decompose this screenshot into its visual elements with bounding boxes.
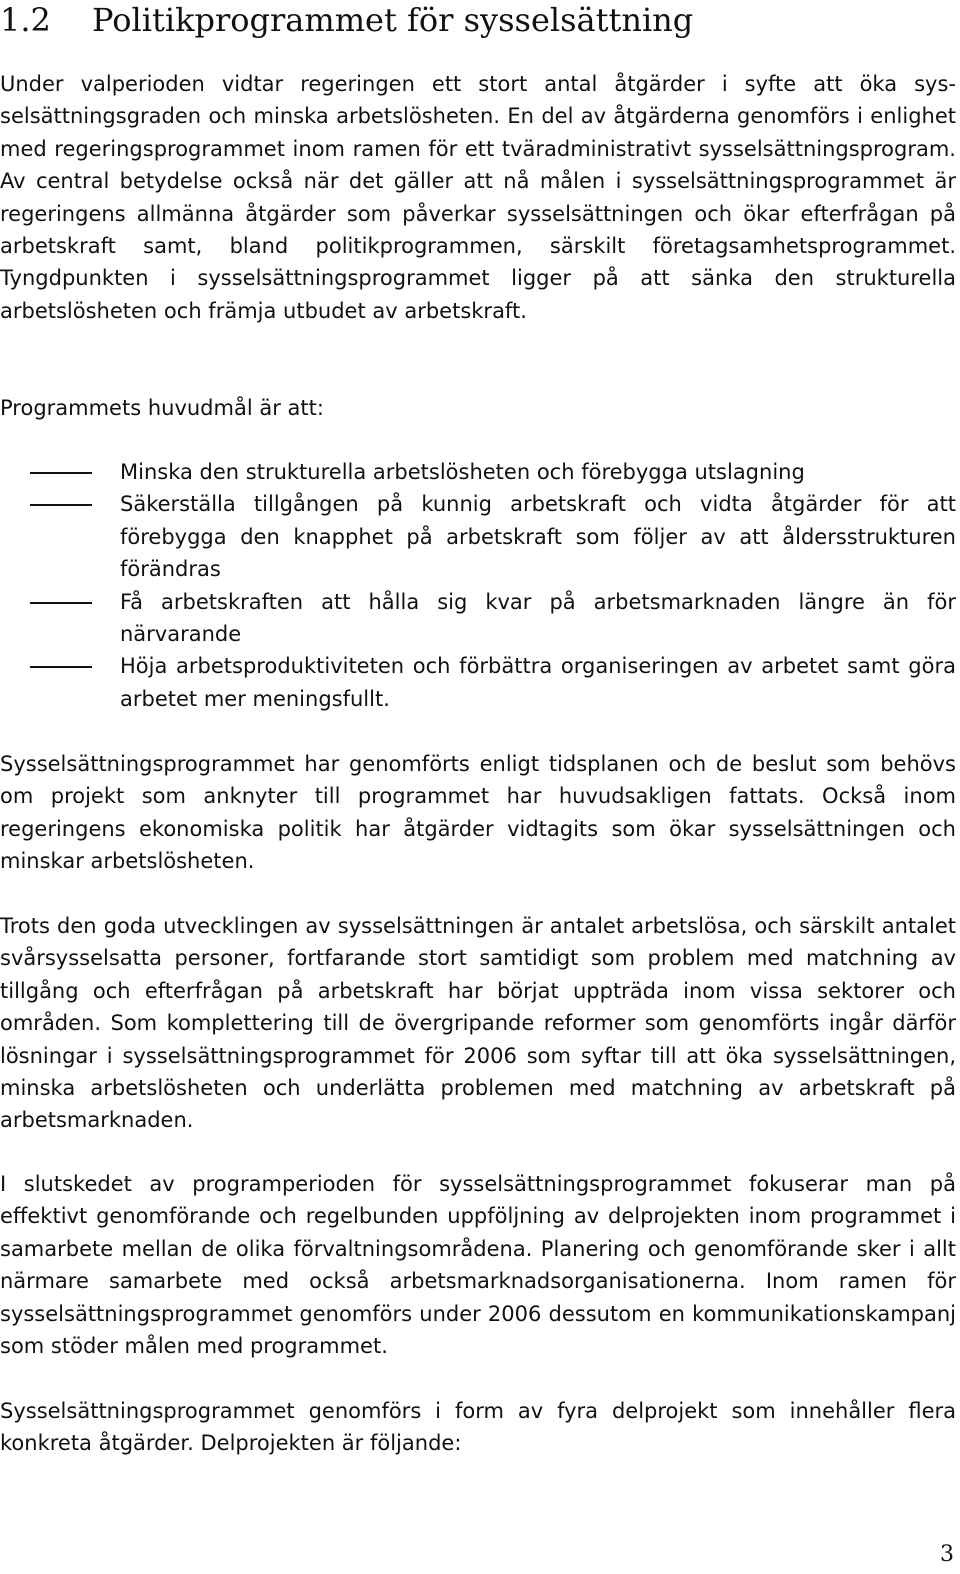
section-number: 1.2	[0, 1, 51, 39]
goals-intro: Programmets huvudmål är att:	[0, 396, 324, 420]
unemployment-paragraph: Trots den goda utvecklingen av sysselsättningen är antalet arbetslösa, och särskilt antalet svårsysselsatta personer, fortfarande stort samtidigt som problem med matchning av tillgång och efterfrågan på arbetskraft har börjat uppträda inom vissa sektorer och områden. Som komplettering till de övergripande reformer som genomförts ingår därför lösningar i sysselsättningsprogrammet för 2006 som syftar till att öka sysselsättningen, minska arbetslösheten och underlätta problemen med matchning av arbetskraft på arbetsmarknaden.	[0, 914, 956, 1133]
subprojects-paragraph: Sysselsättningsprogrammet genomförs i form av fyra delprojekt som innehåller flera konkreta åtgärder. Delprojekten är följande:	[0, 1399, 956, 1456]
list-item	[0, 586, 956, 651]
goal-text: Höja arbetsproduktiviteten och förbättra organiseringen av arbetet samt göra arbetet mer meningsfullt.	[120, 654, 956, 711]
dash-bullet-icon	[30, 602, 92, 604]
goal-text: Minska den strukturella arbetslösheten och förebygga utslagning	[120, 460, 805, 484]
list-item	[0, 488, 956, 585]
dash-bullet-icon	[30, 666, 92, 668]
goal-text: Säkerställa tillgången på kunnig arbetskraft och vidta åtgärder för att förebygga den knapphet på arbetskraft som följer av att åldersstrukturen förändras	[120, 492, 956, 582]
dash-bullet-icon	[30, 504, 92, 506]
section-heading	[0, 0, 693, 40]
final-phase-paragraph: I slutskedet av programperioden för sysselsättningsprogrammet fokuserar man på effektivt genomförande och regelbunden uppföljning av delprojekten inom programmet i samarbete mellan de olika förvaltningsområdena. Planering och genomförande sker i allt närmare samarbete med också arbetsmarknadsorganisationerna. Inom ramen för sysselsättningsprogrammet genomförs under 2006 dessutom en kommunikationskampanj som stöder målen med programmet.	[0, 1172, 956, 1359]
page-number: 3	[940, 1542, 954, 1567]
goals-list	[0, 456, 956, 715]
progress-paragraph: Sysselsättningsprogrammet har genomförts enligt tidsplanen och de beslut som behövs om projekt som anknyter till programmet har huvudsakligen fattats. Också inom regeringens ekonomiska politik har åtgärder vidtagits som ökar sysselsättningen och minskar arbetslösheten.	[0, 752, 956, 874]
list-item	[0, 650, 956, 715]
goal-text: Få arbetskraften att hålla sig kvar på arbetsmarknaden längre än för närvarande	[120, 589, 956, 647]
list-item	[0, 456, 956, 488]
dash-bullet-icon	[30, 472, 92, 474]
intro-paragraph: Under valperioden vidtar regeringen ett stort antal åtgärder i syfte att öka sysselsättningsgraden och minska arbetslösheten. En del av åtgärderna genomförs i enlighet med regeringsprogrammet inom ramen för ett tväradministrativt sysselsättningsprogram. Av central betydelse också när det gäller att nå målen i sysselsättningsprogrammet är regeringens allmänna åtgärder som påverkar sysselsättningen och ökar efterfrågan på arbetskraft samt, bland politikprogrammen, särskilt företagsamhetsprogrammet. Tyngdpunkten i sysselsättningsprogrammet ligger på att sänka den strukturella arbetslösheten och främja utbudet av arbetskraft.	[0, 72, 956, 323]
section-title: Politikprogrammet för sysselsättning	[92, 1, 694, 39]
